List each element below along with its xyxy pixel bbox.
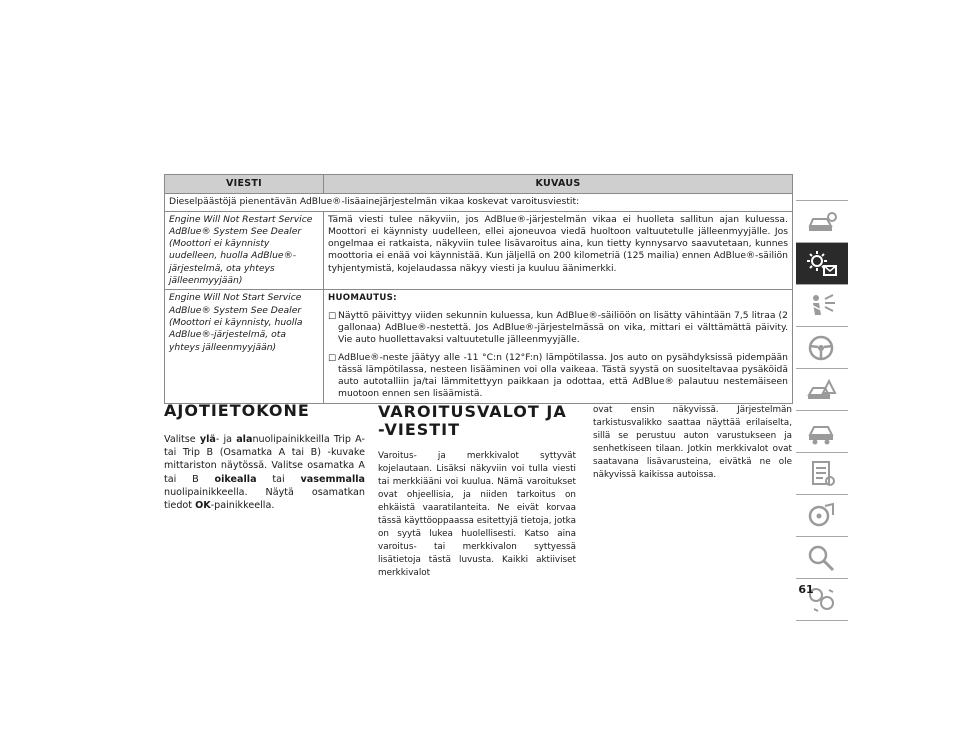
table-header-row	[165, 175, 793, 194]
warning-lights-paragraph: Varoitus- ja merkkivalot syttyvät kojelautaan. Lisäksi näkyviin voi tulla viesti tai merkkiääni voi kuulua. Nämä varoitukset ovat ohjeellisia, ja niiden tarkoitus on ehkäistä vaaratilanteita. Ne eivät korvaa tässä käyttöoppaassa esitettyjä tietoja, jotka on syytä lukea huolellisesti. Katso aina varoitus- tai merkkivalon syttyessä lisätietoja tästä luvusta. Kaikki aktiiviset merkkivalot	[378, 451, 576, 578]
checkbox-bullet-icon: ☐	[328, 311, 337, 322]
warning-lights-continued	[593, 404, 792, 482]
adblue-message-table	[164, 174, 793, 404]
chapter-tab-starting-operating[interactable]	[796, 327, 848, 369]
text-run-bold: OK	[195, 500, 211, 512]
text-run-bold: ala	[236, 434, 253, 445]
text-run: nuolipainikkeella. Näytä osamatkan tiedot	[164, 486, 365, 512]
message-cell: Engine Will Not Start Service AdBlue® System See Dealer (Moottori ei käynnisty, huolla AdBlue®-järjestelmä, ota yhteys jälleenmyyjään)	[165, 290, 324, 403]
chapter-tab-emergency[interactable]	[796, 369, 848, 411]
note-bullet	[328, 310, 788, 347]
table-row	[165, 290, 793, 403]
description-cell	[324, 290, 793, 403]
car-service-icon	[805, 417, 839, 447]
text-run: tai	[256, 473, 301, 485]
roadside-emergency-icon	[805, 375, 839, 405]
note-label: HUOMAUTUS:	[328, 293, 397, 304]
chapter-tab-instrument-panel[interactable]	[796, 243, 848, 285]
checkbox-bullet-icon: ☐	[328, 353, 337, 364]
airbag-seatbelt-icon	[805, 291, 839, 321]
text-run-bold: oikealla	[214, 473, 257, 485]
text-run: Valitse	[164, 434, 200, 445]
bullet-text: AdBlue®-neste jäätyy alle -11 °C:n (12°F:n) lämpötilassa. Jos auto on pysähdyksissä pidempään tässä lämpötilassa, nesteen lisääminen voi olla vaikeaa. Tästä syystä on suositeltavaa pysäköidä auto autotalliin ja/tai lämmitettyyn paikkaan ja odottaa, että AdBlue® palautuu nestemäiseen muotoon ennen sen lisäämistä.	[338, 351, 788, 400]
text-run-bold: vasemmalla	[300, 473, 365, 485]
chapter-tab-servicing[interactable]	[796, 411, 848, 453]
trip-computer-section	[164, 402, 365, 512]
description-cell: Tämä viesti tulee näkyviin, jos AdBlue®-järjestelmän vikaa ei huolleta sallitun ajan kuluessa. Moottori ei käynnisty uudelleen, ellei ajoneuvoa viedä huoltoon valtuutetulle jälleenmyyjälle. Jos ongelmaa ei ratkaista, näkyviin tulee lisävaroitus aina, kun tietty kynnysarvo saavutetaan, kunnes moottoria ei enää voi käynnistää. Kun jäljellä on 200 kilometriä (125 mailia) ennen AdBlue®-säiliön tyhjentymistä, kojelaudassa näkyy viesti ja kuuluu äänimerkki.	[324, 211, 793, 290]
chapter-tab-index[interactable]	[796, 537, 848, 579]
bullet-text: Näyttö päivittyy viiden sekunnin kuluessa, kun AdBlue®-säiliöön on lisätty vähintään 7,5 litraa (2 gallonaa) AdBlue®-nestettä. Jos AdBlue®-järjestelmässä on vika, mittari ei välttämättä päivity. Vie auto huollettavaksi valtuutetulle jälleenmyyjälle.	[338, 309, 788, 346]
page-number: 61	[798, 583, 814, 596]
text-run-bold: ylä	[199, 434, 216, 445]
text-run: - ja	[215, 434, 237, 445]
message-table	[164, 174, 793, 404]
note-bullet	[328, 352, 788, 401]
warning-lights-section	[378, 403, 576, 580]
steering-wheel-icon	[805, 333, 839, 363]
message-cell: Engine Will Not Restart Service AdBlue® System See Dealer (Moottori ei käynnisty uudelleen, huolla AdBlue®-järjestelmä, ota yhteys jälleenmyyjään)	[165, 211, 324, 290]
maintenance-checklist-icon	[805, 459, 839, 489]
multimedia-icon	[805, 501, 839, 531]
header-message: VIESTI	[165, 175, 324, 194]
dashboard-warning-light-icon	[805, 249, 839, 279]
chapter-tab-sidebar	[796, 200, 848, 621]
chapter-tab-technical[interactable]	[796, 453, 848, 495]
table-row	[165, 211, 793, 290]
chapter-tab-safety[interactable]	[796, 285, 848, 327]
table-section-row	[165, 194, 793, 211]
header-description: KUVAUS	[324, 175, 793, 194]
text-run: nuolipainikkeilla Trip A- tai Trip B (Osamatka A tai B) -kuvake mittariston näytössä. Valitse osamatka A tai B	[164, 434, 365, 485]
warning-lights-heading: VAROITUSVALOT JA -VIESTIT	[378, 402, 567, 439]
text-run: -painikkeella.	[210, 500, 275, 512]
trip-computer-paragraph	[164, 433, 365, 512]
warning-lights-paragraph-continued: ovat ensin näkyvissä. Järjestelmän tarkistusvalikko saattaa näyttää erilaiselta, sillä se perustuu auton varustukseen ja senhetkiseen tilaan. Jotkin merkkivalot ovat saatavana lisävarusteina, eivätkä ne ole näkyvissä kaikissa autoissa.	[593, 405, 792, 480]
chapter-tab-getting-to-know[interactable]	[796, 200, 848, 243]
car-key-icon	[805, 207, 839, 237]
index-search-icon	[805, 543, 839, 573]
chapter-tab-multimedia[interactable]	[796, 495, 848, 537]
trip-computer-heading: AJOTIETOKONE	[164, 401, 310, 420]
section-title: Dieselpäästöjä pienentävän AdBlue®-lisäainejärjestelmän vikaa koskevat varoitusviestit:	[165, 194, 793, 211]
